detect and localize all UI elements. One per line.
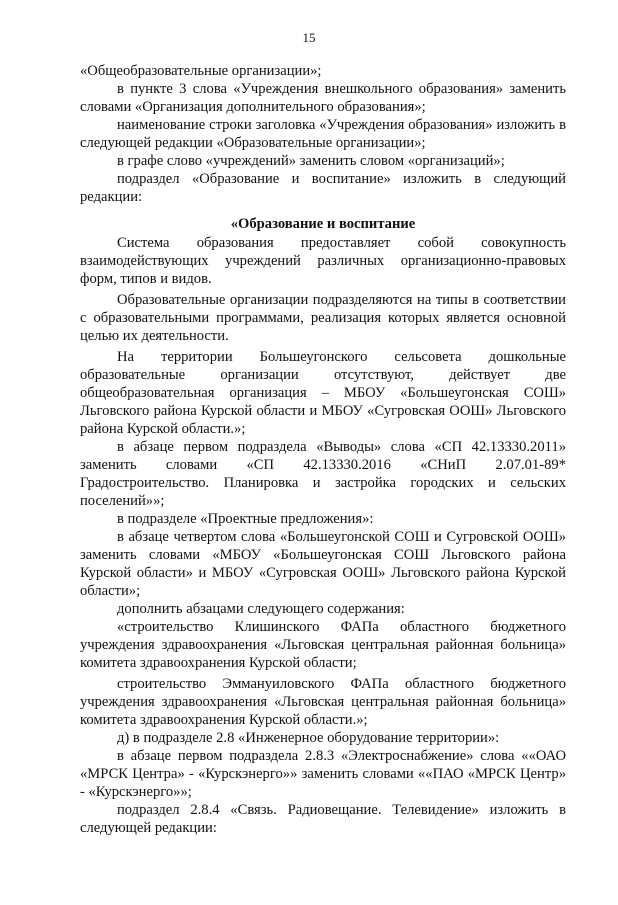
paragraph: строительство Эммануиловского ФАПа областного бюджетного учреждения здравоохранения «Льговская центральная районная больница» комитета здравоохранения Курской области.»; xyxy=(80,676,566,728)
paragraph: Система образования предоставляет собой совокупность взаимодействующих учреждений различных организационно-правовых форм, типов и видов. xyxy=(80,235,566,287)
paragraph: На территории Большеугонского сельсовета дошкольные образовательные организации отсутствуют, действует две общеобразовательная организация – МБОУ «Большеугонская СОШ» Льговского района Курской области и МБОУ «Сугровская ООШ» Льговского района Курской области.»; xyxy=(80,349,566,437)
paragraph: в абзаце первом подраздела «Выводы» слова «СП 42.13330.2011» заменить словами «СП 42.13330.2016 «СНиП 2.07.01-89* Градостроительство. Планировка и застройка городских и сельских поселений»»; xyxy=(80,439,566,509)
paragraph: «Общеобразовательные организации»; xyxy=(80,63,322,79)
paragraph: наименование строки заголовка «Учреждения образования» изложить в следующей редакции «Образовательные организации»; xyxy=(80,117,566,151)
paragraph: в пункте 3 слова «Учреждения внешкольного образования» заменить словами «Организация дополнительного образования»; xyxy=(80,81,566,115)
paragraph: в абзаце первом подраздела 2.8.3 «Электроснабжение» слова ««ОАО «МРСК Центра» - «Курскэнерго»» заменить словами ««ПАО «МРСК Центр» - «Курскэнерго»»; xyxy=(80,748,566,800)
paragraph: подраздел 2.8.4 «Связь. Радиовещание. Телевидение» изложить в следующей редакции: xyxy=(80,802,566,836)
paragraph: в графе слово «учреждений» заменить словом «организаций»; xyxy=(117,153,505,169)
section-title: «Образование и воспитание xyxy=(230,216,416,232)
paragraph: в подразделе «Проектные предложения»: xyxy=(117,511,374,527)
paragraph: д) в подразделе 2.8 «Инженерное оборудование территории»: xyxy=(117,730,500,746)
paragraph: подраздел «Образование и воспитание» изложить в следующий редакции: xyxy=(80,171,566,205)
page-number: 15 xyxy=(302,30,316,45)
paragraph: Образовательные организации подразделяются на типы в соответствии с образовательными программами, реализация которых является основной целью их деятельности. xyxy=(80,292,566,344)
paragraph: в абзаце четвертом слова «Большеугонской СОШ и Сугровской ООШ» заменить словами «МБОУ «Большеугонская СОШ Льговского района Курской области» и МБОУ «Сугровская ООШ» Льговского района Курской области»; xyxy=(80,529,566,599)
paragraph: «строительство Клишинского ФАПа областного бюджетного учреждения здравоохранения «Льговская центральная районная больница» комитета здравоохранения Курской области; xyxy=(80,619,566,671)
paragraph: дополнить абзацами следующего содержания: xyxy=(117,601,405,617)
document-body xyxy=(80,62,566,837)
